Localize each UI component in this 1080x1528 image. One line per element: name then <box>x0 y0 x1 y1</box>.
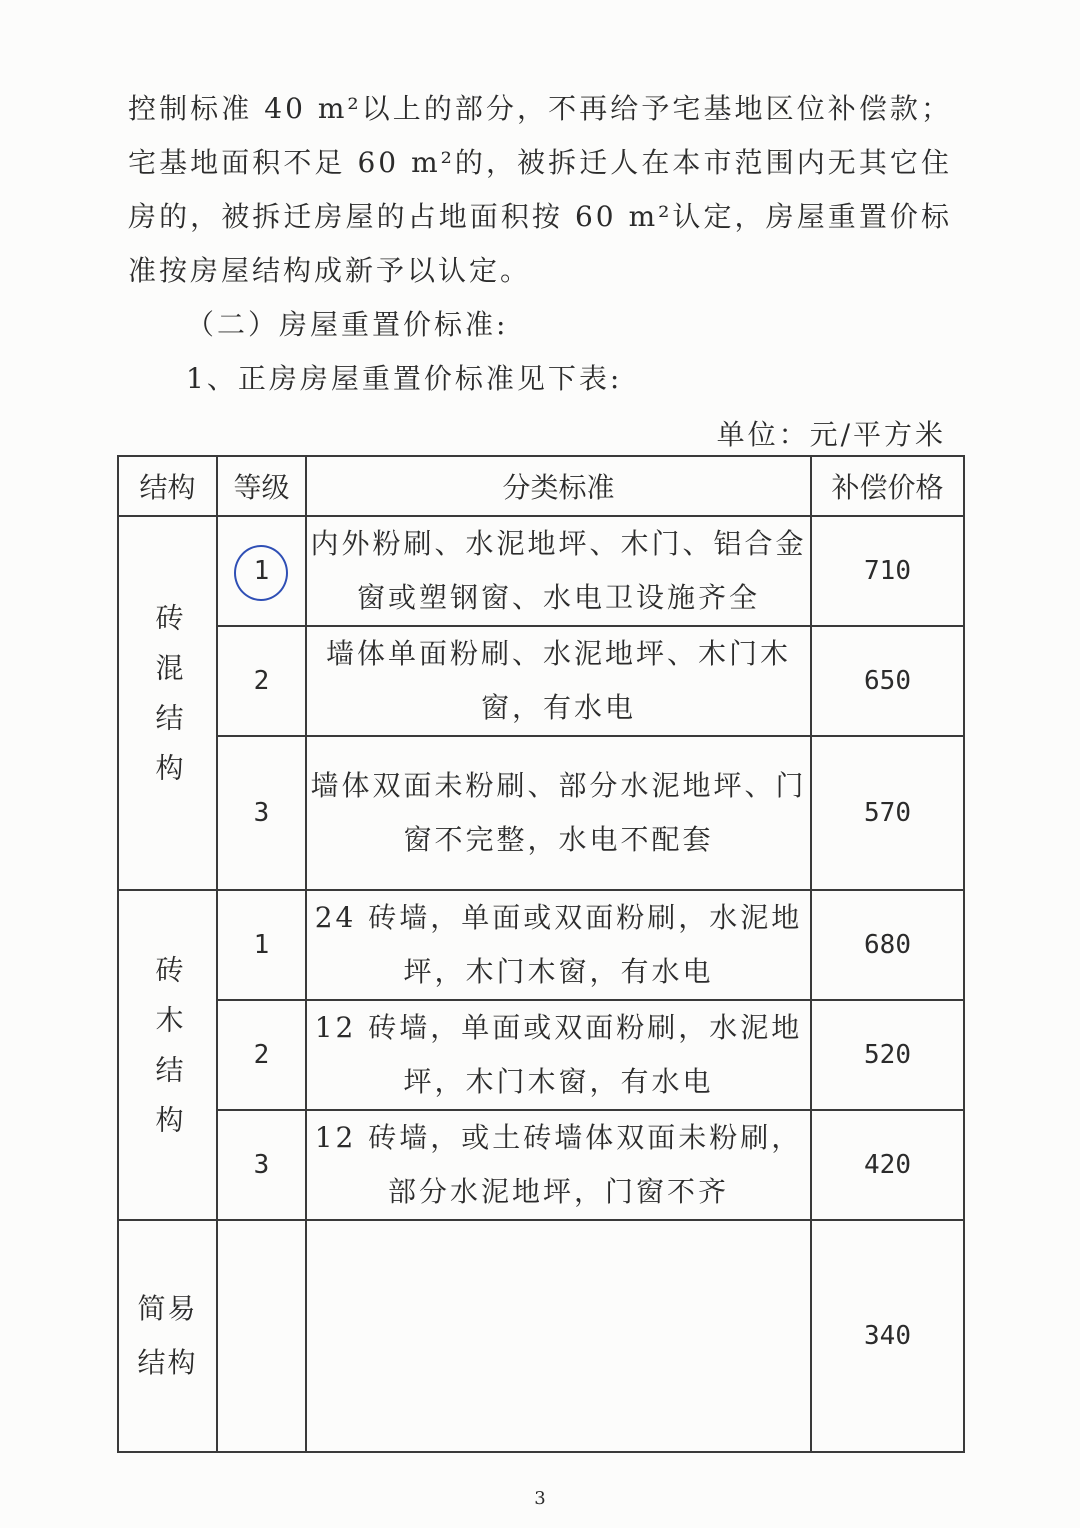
table-row <box>118 890 964 1000</box>
header-price: 补偿价格 <box>811 456 964 516</box>
unit-label: 单位：元/平方米 <box>716 418 946 451</box>
table-row <box>118 736 964 890</box>
criteria-cell: 内外粉刷、水泥地坪、木门、铝合金窗或塑钢窗、水电卫设施齐全 <box>306 516 811 626</box>
table-row <box>118 516 964 626</box>
grade-cell: 3 <box>217 1110 306 1220</box>
structure-label: 砖木结构 <box>151 955 185 1155</box>
structure-cell <box>118 1220 217 1452</box>
criteria-cell <box>306 1220 811 1452</box>
table-row <box>118 1000 964 1110</box>
criteria-cell: 墙体双面未粉刷、部分水泥地坪、门窗不完整，水电不配套 <box>306 736 811 890</box>
structure-cell <box>118 890 217 1220</box>
structure-label-line1: 简易 <box>137 1292 198 1325</box>
handwritten-circle-mark <box>234 545 288 601</box>
grade-cell: 2 <box>217 626 306 736</box>
price-cell: 680 <box>811 890 964 1000</box>
grade-cell <box>217 1220 306 1452</box>
price-cell: 520 <box>811 1000 964 1110</box>
section-heading: （二）房屋重置价标准: <box>186 308 509 341</box>
structure-label: 砖混结构 <box>151 603 185 803</box>
structure-cell <box>118 516 217 890</box>
grade-cell: 3 <box>217 736 306 890</box>
grade-value: 1 <box>253 556 270 586</box>
table-header-row <box>118 456 964 516</box>
intro-paragraph: 控制标准 40 m²以上的部分，不再给予宅基地区位补偿款；宅基地面积不足 60 m²的，被拆迁人在本市范围内无其它住房的，被拆迁房屋的占地面积按 60 m²认定，房屋重置价标准按房屋结构成新予以认定。 <box>128 92 952 287</box>
price-table <box>117 455 965 1453</box>
grade-cell: 1 <box>217 890 306 1000</box>
table-row <box>118 1110 964 1220</box>
criteria-cell: 12 砖墙，单面或双面粉刷，水泥地坪，木门木窗，有水电 <box>306 1000 811 1110</box>
price-cell: 420 <box>811 1110 964 1220</box>
price-cell: 570 <box>811 736 964 890</box>
criteria-cell: 墙体单面粉刷、水泥地坪、木门木窗，有水电 <box>306 626 811 736</box>
price-cell: 710 <box>811 516 964 626</box>
grade-cell: 2 <box>217 1000 306 1110</box>
table-row <box>118 1220 964 1452</box>
criteria-cell: 12 砖墙，或土砖墙体双面未粉刷，部分水泥地坪，门窗不齐 <box>306 1110 811 1220</box>
criteria-cell: 24 砖墙，单面或双面粉刷，水泥地坪，木门木窗，有水电 <box>306 890 811 1000</box>
header-structure: 结构 <box>118 456 217 516</box>
header-grade: 等级 <box>217 456 306 516</box>
price-cell: 650 <box>811 626 964 736</box>
grade-cell <box>217 516 306 626</box>
structure-label-line2: 结构 <box>137 1346 198 1379</box>
price-cell: 340 <box>811 1220 964 1452</box>
subsection-heading: 1、正房房屋重置价标准见下表: <box>186 362 623 395</box>
header-criteria: 分类标准 <box>306 456 811 516</box>
table-row <box>118 626 964 736</box>
page-number: 3 <box>534 1488 546 1509</box>
